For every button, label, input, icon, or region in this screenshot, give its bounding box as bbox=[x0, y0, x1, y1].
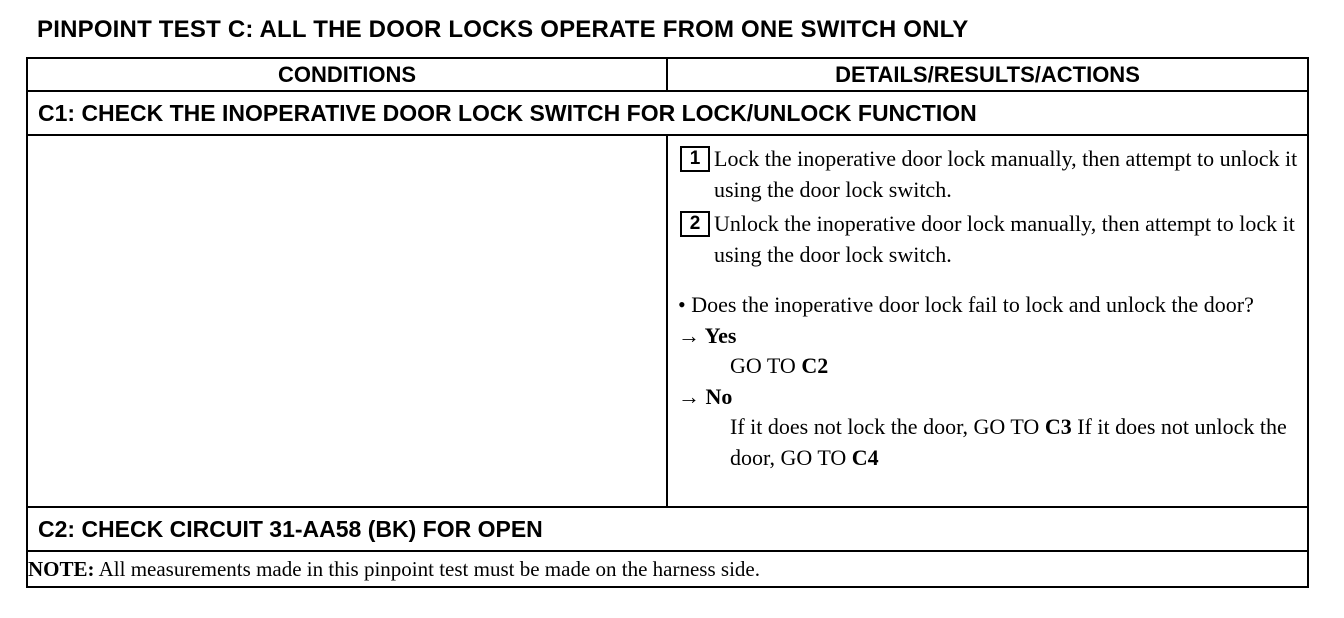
step-1 bbox=[680, 144, 1301, 205]
step-1-text: Lock the inoperative door lock manually, then attempt to unlock it using the door lock switch. bbox=[714, 146, 1298, 202]
no-action-text-1: If it does not lock the door, GO TO bbox=[730, 414, 1045, 439]
c1-conditions-cell bbox=[27, 135, 667, 507]
c2-heading: C2: CHECK CIRCUIT 31-AA58 (BK) FOR OPEN bbox=[27, 507, 1308, 551]
step-1-number: 1 bbox=[680, 146, 710, 172]
pinpoint-test-table bbox=[26, 57, 1309, 588]
c1-details-cell bbox=[667, 135, 1308, 507]
yes-label: → Yes bbox=[678, 322, 737, 348]
note-label: NOTE: bbox=[28, 556, 95, 581]
page-title: PINPOINT TEST C: ALL THE DOOR LOCKS OPERATE FROM ONE SWITCH ONLY bbox=[37, 16, 969, 43]
note-text: All measurements made in this pinpoint test must be made on the harness side. bbox=[94, 556, 760, 581]
c1-question: • Does the inoperative door lock fail to lock and unlock the door? bbox=[678, 292, 1254, 317]
step-2-number: 2 bbox=[680, 211, 710, 237]
no-action-target-2: C4 bbox=[851, 444, 879, 470]
note-row bbox=[27, 551, 1308, 587]
yes-action bbox=[678, 351, 1301, 382]
no-label: → No bbox=[678, 383, 733, 409]
step-2 bbox=[680, 209, 1301, 270]
step-2-text: Unlock the inoperative door lock manually, then attempt to lock it using the door lock switch. bbox=[714, 211, 1295, 267]
yes-action-target: C2 bbox=[801, 353, 829, 378]
no-action-target-1: C3 bbox=[1044, 414, 1072, 439]
yes-action-text: GO TO bbox=[730, 353, 802, 378]
no-action-text-2: If it does not unlock the door, GO TO bbox=[730, 414, 1287, 470]
no-action bbox=[678, 412, 1301, 473]
c1-heading: C1: CHECK THE INOPERATIVE DOOR LOCK SWITCH FOR LOCK/UNLOCK FUNCTION bbox=[27, 91, 1308, 135]
conditions-header: CONDITIONS bbox=[27, 58, 667, 91]
details-header: DETAILS/RESULTS/ACTIONS bbox=[667, 58, 1308, 91]
